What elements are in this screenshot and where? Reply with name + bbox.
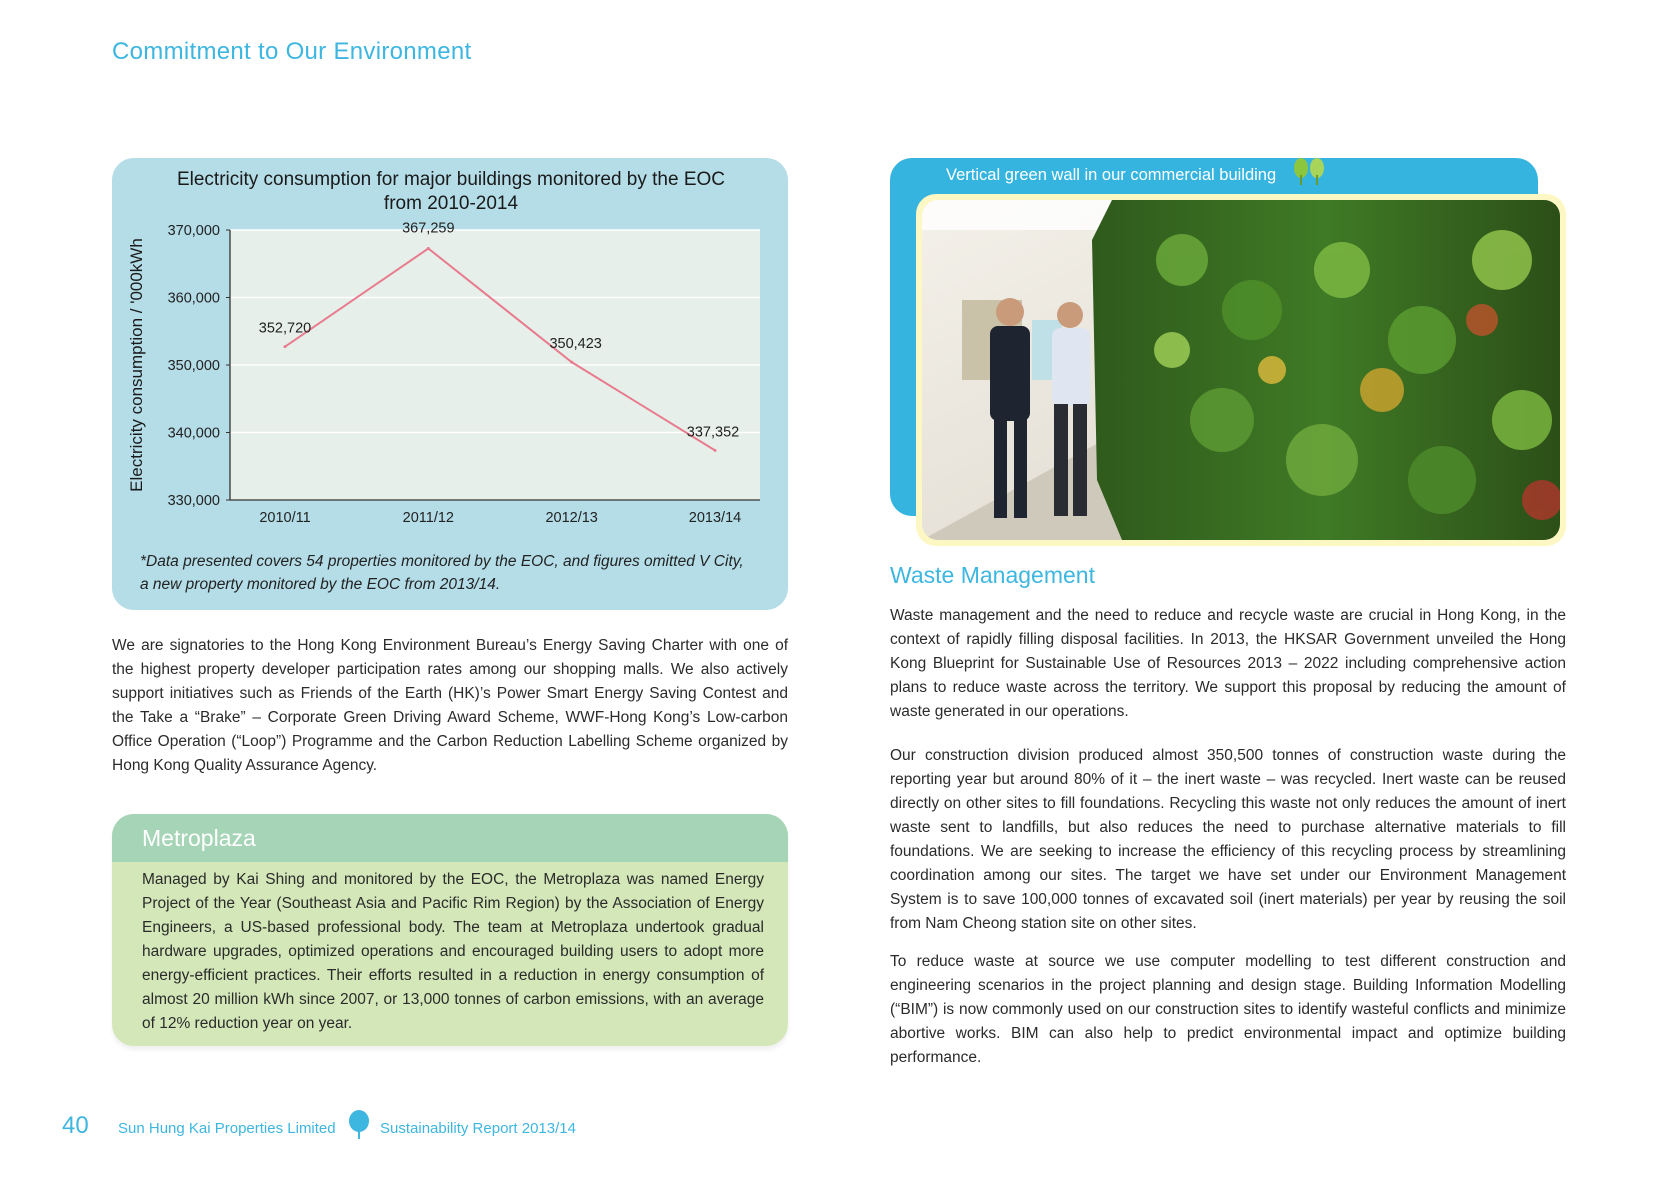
chart-panel: [112, 158, 788, 610]
data-point: [714, 449, 717, 452]
y-tick-label: 370,000: [167, 223, 220, 239]
data-point: [570, 361, 573, 364]
data-point: [284, 345, 287, 348]
metroplaza-box: [112, 814, 788, 1046]
y-tick-label: 360,000: [167, 290, 220, 307]
electricity-line-chart: [112, 158, 788, 548]
footer-company-name: Sun Hung Kai Properties Limited: [118, 1120, 336, 1137]
green-wall-photo: [922, 200, 1560, 540]
page-header-title: Commitment to Our Environment: [112, 38, 472, 65]
y-tick-label: 340,000: [167, 425, 220, 442]
waste-paragraph-2: Our construction division produced almost 350,500 tonnes of construction waste during the reporting year but around 80% of it – the inert waste – was recycled. Inert waste can be reused directly on other sites to fill foundations. Recycling this waste not only reduces the amount of inert waste sent to landfills, but also reduces the need to purchase alternative materials to fill foundations. We are seeking to increase the efficiency of this recycling process by streamlining coordination among our sites. The target we have set under our Environment Management System is to save 100,000 tonnes of excavated soil (inert materials) per year by reusing the soil from Nam Cheong station site on other sites.: [890, 747, 1566, 932]
chart-footnote: [140, 550, 770, 596]
footer-tree-icon: [348, 1110, 370, 1140]
footer-report-title: Sustainability Report 2013/14: [380, 1120, 576, 1137]
energy-charter-paragraph: We are signatories to the Hong Kong Environment Bureau’s Energy Saving Charter with one of the highest property developer participation rates among our shopping malls. We also actively support initiatives such as Friends of the Earth (HK)’s Power Smart Energy Saving Contest and the Take a “Brake” – Corporate Green Driving Award Scheme, WWF-Hong Kong’s Low-carbon Office Operation (“Loop”) Programme and the Carbon Reduction Labelling Scheme organized by Hong Kong Quality Assurance Agency.: [112, 637, 788, 774]
y-tick-label: 330,000: [167, 493, 220, 509]
data-label: 352,720: [258, 320, 312, 337]
chart-footnote-line-1: *Data presented covers 54 properties monitored by the EOC, and figures omitted V City,: [140, 553, 744, 570]
y-axis-label: Electricity consumption / '000kWh: [127, 238, 146, 492]
waste-paragraph-1: Waste management and the need to reduce and recycle waste are crucial in Hong Kong, in the context of rapidly filling disposal facilities. In 2013, the HKSAR Government unveiled the Hong Kong Blueprint for Sustainable Use of Resources 2013 – 2022 including comprehensive action plans to reduce waste across the territory. We support this proposal by reducing the amount of waste generated in our operations.: [890, 607, 1566, 720]
x-tick-label: 2013/14: [688, 510, 742, 526]
data-point: [427, 247, 430, 250]
y-tick-label: 350,000: [167, 358, 220, 374]
tree-icon: [1292, 157, 1326, 187]
x-tick-label: 2012/13: [545, 510, 598, 526]
data-label: 337,352: [686, 424, 740, 441]
chart-footnote-line-2: a new property monitored by the EOC from 2013/14.: [140, 576, 501, 593]
waste-management-heading: Waste Management: [890, 562, 1095, 588]
chart-title-line-2: from 2010-2014: [383, 193, 519, 214]
page-number: 40: [62, 1112, 89, 1139]
metroplaza-heading: Metroplaza: [112, 814, 788, 862]
x-tick-label: 2010/11: [259, 510, 311, 526]
photo-caption: Vertical green wall in our commercial building: [946, 166, 1277, 184]
x-tick-label: 2011/12: [402, 510, 455, 526]
chart-title-line-1: Electricity consumption for major buildings monitored by the EOC: [176, 169, 726, 190]
metroplaza-text: Managed by Kai Shing and monitored by the EOC, the Metroplaza was named Energy Project of the Year (Southeast Asia and Pacific Rim Region) by the Association of Energy Engineers, a US-based professional body. The team at Metroplaza undertook gradual hardware upgrades, optimized operations and encouraged building users to adopt more energy-efficient practices. Their efforts resulted in a reduction in energy consumption of almost 20 million kWh since 2007, or 13,000 tonnes of carbon emissions, with an average of 12% reduction year on year.: [142, 871, 764, 1032]
waste-paragraph-3: To reduce waste at source we use computer modelling to test different construction and engineering scenarios in the project planning and design stage. Building Information Modelling (“BIM”) is now commonly used on our construction sites to identify wasteful conflicts and minimize abortive works. BIM can also help to predict environmental impact and optimize building performance.: [890, 953, 1566, 1066]
data-label: 367,259: [402, 220, 455, 237]
green-wall-image: [922, 200, 1560, 540]
data-label: 350,423: [549, 336, 602, 353]
